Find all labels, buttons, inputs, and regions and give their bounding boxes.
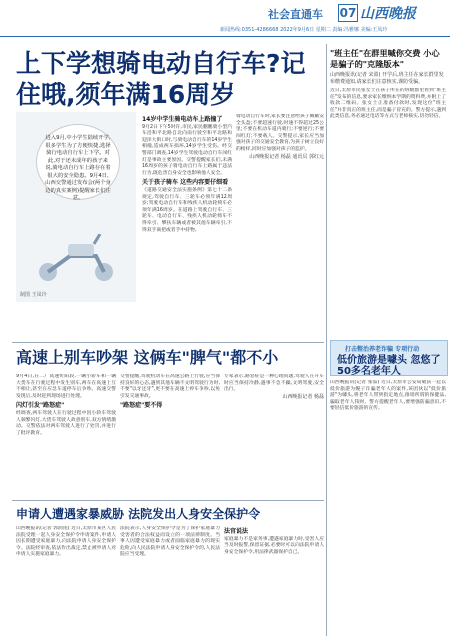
lead-subheading-1: 14岁中学生骑电动车上路撞了: [142, 116, 223, 123]
scooter-icon: [30, 234, 122, 282]
story2-subheading-1: 闪灯引发"路怒症": [16, 402, 65, 410]
story2-paragraph-2: 经调查,两车驾驶人在行驶过程中因小轿车驾驶人频繁闪灯,大货车驾驶人故意别车,双方情绪激动。交警依法对两车驾驶人进行了处罚,并进行了批评教育。: [16, 410, 116, 436]
page-number: 07: [339, 6, 357, 20]
lead-column-1: [142, 114, 232, 338]
story3-headline: 申请人遭遇家暴威胁 法院发出人身安全保护令: [16, 507, 261, 521]
campaign-headline: 低价旅游是噱头 忽悠了50多名老年人: [337, 355, 441, 377]
photo-credit: 制图 王凤玲: [20, 292, 47, 298]
campaign-body: 山西晚报讯(记者 张茹) 近日,太原市公安局破获一起以低价旅游为幌子诈骗老年人的案件,该团伙以"低价旅游"为噱头,将老年人带到指定地点,推销所谓的保健品,骗取老年人钱财。警方提醒老年人,要增强防骗意识,不要轻信低价旅游的宣传。: [330, 380, 446, 412]
lead-byline: 山西晚报记者 杨磊 通讯员 郭红元: [249, 153, 324, 160]
sidebar-body: 近日,太原市民张女士在孩子所在的班级群里看到"班主任"发布的信息,要求家长缴纳本学期的资料费,并附上了收款二维码。张女士正准备付款时,发现这位"班主任"并非真正的班主任,而是骗子冒充的。警方提示,遇到此类信息,务必通过电话等方式与老师核实,切勿轻信。: [330, 88, 446, 120]
lead-illustration: [16, 112, 136, 302]
lead-subheading-2: 关于孩子骑车 这些内容要仔细看: [142, 179, 229, 187]
story2-headline: 高速上别车吵架 这俩车"脾气"都不小: [16, 348, 279, 367]
lead-paragraph-1: 9月2日下午5时许,市民,家民鹏鹏骑小型汽车沿和平北路自北向南行驶至和平北路和迎泽大街口时,与骑电动自行车的14岁学生相撞,造成两车损坏,14岁学生受伤。经交警部门调查,14岁学生驾驶电动自行车闯红灯是事故主要原因。交警提醒家长们,未满16周岁的孩子骑电动自行车上路属于违法行为,既危害自身安全也影响他人安全。: [142, 124, 232, 176]
story2-paragraph-3: 交警提醒,驾驶机动车在高速公路上行驶,应当保持良好的心态,遇到其他车辆不文明驾驶行为时,不要"以牙还牙",更不要在高速上停车争吵,以免引发交通事故。: [120, 374, 220, 399]
story3-column-3: [224, 526, 324, 634]
story2-paragraph-4: 专家表示,路怒症是一种心理问题,驾驶人在开车时应当保持冷静,遇事不急不躁,文明驾驶,安全出行。: [224, 374, 324, 393]
section-name: 社会直通车: [268, 8, 323, 21]
sidebar-headline: "班主任"在群里喊你交费 小心是骗子的"克隆版本": [330, 48, 440, 69]
newspaper-logo: 山西晚报: [360, 6, 416, 22]
story2-subheading-2: "路怒症"要不得: [120, 402, 163, 410]
story3-column-1: 山西晚报讯(记者 郭润莲) 近日,太原市某区人民法院受理一起人身安全保护令申请案件,申请人因长期遭受家庭暴力,向法院申请人身安全保护令。法院经审查,依法作出裁定,禁止被申请人对申请人实施家庭暴力。: [16, 526, 116, 558]
story3-column-2: 法院表示,人身安全保护令是为了保护家庭暴力受害者的合法权益而设立的一项法律制度。当事人因遭受家庭暴力或者面临家庭暴力的现实危险,向人民法院申请人身安全保护令的,人民法院应当受理。: [120, 526, 220, 558]
page-header: [0, 0, 450, 38]
illustration-caption: 进入9月,中小学生陆续开学,很多学生为了方便快捷,选择骑行电动自行车上下学。对此,对于还未成年的孩子来说,骑电动自行车上路存在着很大的安全隐患。9月4日,山西交警通过发布会(两个身边的真实案例)提醒家长们注意。: [36, 124, 120, 200]
header-meta: 新闻热线:0351-4286668 2022年9月6日 星期二 责编:冯雅娜 美编:王凤玲: [220, 27, 388, 33]
story2-paragraph-1: 9月4日,在二广高速忻阳段,一辆小轿车和一辆大货车在行驶过程中发生别车,两车在高速上互不相让,甚至在应急车道停车后争吵。高速交警发现后,及时赶到现场进行处理。: [16, 374, 116, 399]
story3-paragraph-3: 家庭暴力不是家务事,遭遇家庭暴力时,受害人应当及时报警,保留证据,必要时可以向法院申请人身安全保护令,用法律武器保护自己。: [224, 536, 324, 555]
story3-subheading: 法官说法: [224, 528, 249, 535]
lead-column-2: [236, 114, 324, 338]
story2-byline: 山西晚报记者 杨磊: [282, 393, 324, 400]
story2-column-3: [224, 374, 324, 494]
story-divider-2: [12, 500, 324, 501]
lead-paragraph-3: 骑电动自行车时,家长要注意给孩子佩戴安全头盔;不要超速行驶,时速不得超过25公里;不要在机动车道内骑行;不要逆行;不要闯红灯;不要载人。交警提示,家长应当加强对孩子的交通安全教育,为孩子树立良好的榜样,同时应加强对孩子的监护。: [236, 114, 324, 152]
sidebar-story: [330, 48, 446, 338]
header-rule: [0, 36, 450, 37]
sidebar-lead: 山西晚报讯(记者 宋盈) 开学后,班主任在家长群里发布缴费通知,请家长们注意核实,谨防受骗。: [330, 72, 444, 85]
lead-headline: 上下学想骑电动自行车?记住哦,须年满16周岁: [16, 49, 306, 109]
story2-column-1: [16, 374, 116, 494]
story2-column-2: [120, 374, 220, 494]
special-campaign-box: [330, 340, 448, 376]
column-divider: [326, 44, 327, 636]
story-divider-1: [12, 342, 324, 343]
lead-paragraph-2: 《道路交通安全法实施条例》第七十二条规定,驾驶自行车、三轮车必须年满12周岁;驾驶电动自行车和残疾人机动轮椅车必须年满16周岁。在道路上驾驶自行车、三轮车、电动自行车、残疾人机动轮椅车不得牵引、攀扶车辆或者被其他车辆牵引,不得双手离把或者手中持物。: [142, 187, 232, 233]
campaign-label: 打击整治养老诈骗 专项行动: [345, 346, 420, 353]
